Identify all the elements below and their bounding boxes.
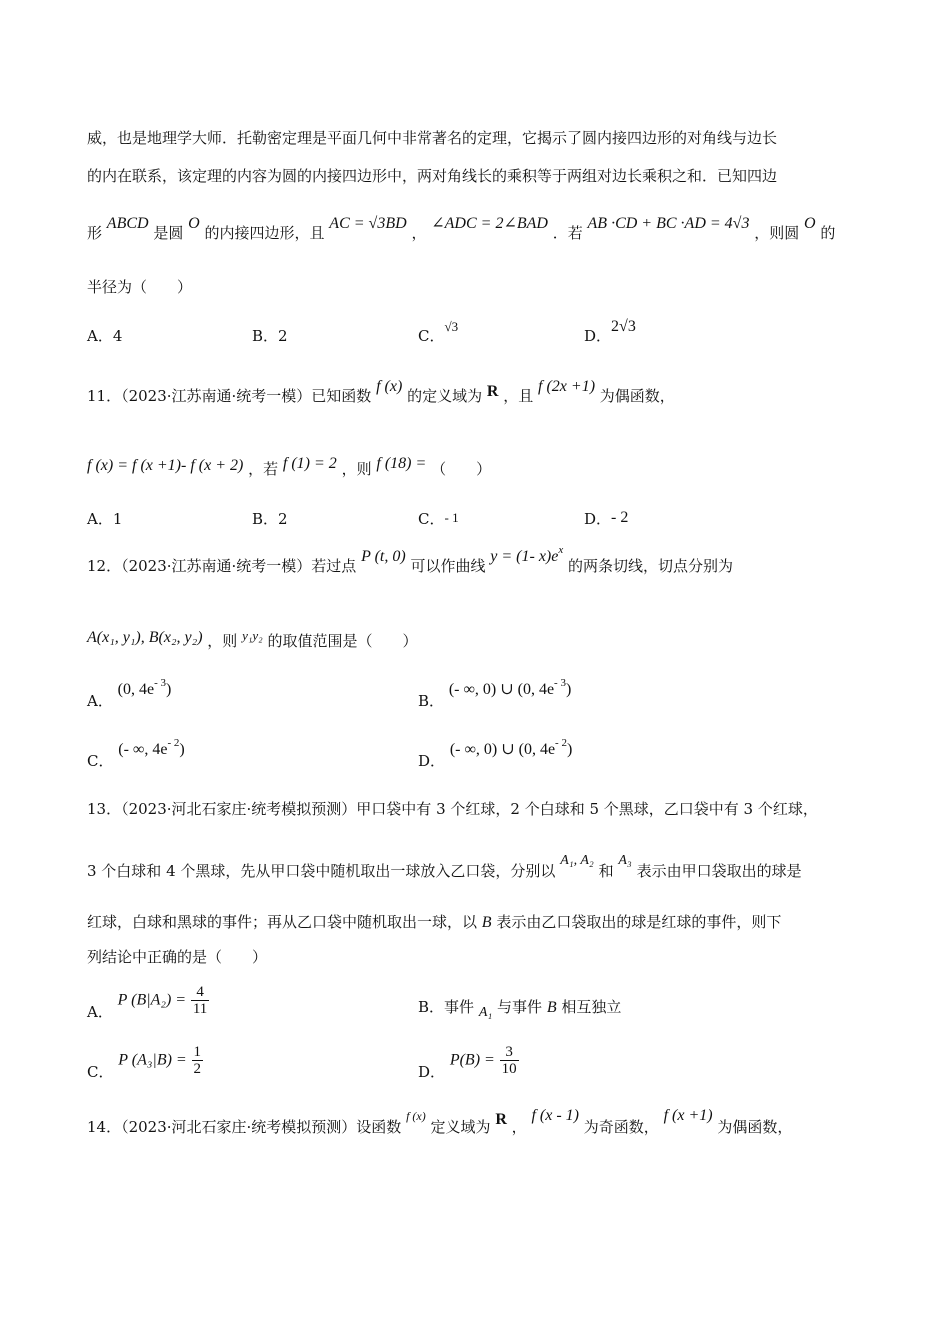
p11-option-c: C．- 1 — [418, 510, 459, 528]
math-y1y2: y₁y₂ — [242, 628, 263, 643]
p13-line2: 3 个白球和 4 个黑球，先从甲口袋中随机取出一球放入乙口袋，分别以 A₁, A₂ 和 A₃ 表示由甲口袋取出的球是 — [87, 853, 802, 880]
p13-option-b: B．事件 A₁ 与事件 B 相互独立 — [418, 998, 622, 1020]
p10-option-a: A．4 — [87, 327, 123, 345]
math-a1-a2: A₁, A₂ — [560, 853, 594, 868]
fraction: $\frac{1}{2}$ — [193, 1044, 201, 1077]
p11-line2: f (x) = f (x +1)- f (x + 2) ，若 f (1) = 2 ，则 f (18) = （ ） — [87, 455, 492, 478]
p11-line1: 11．（2023·江苏南通·统考一模）已知函数 f (x) 的定义域为 R ，且 f (2x +1) 为偶函数， — [87, 378, 675, 405]
math-f18: f (18) = — [376, 455, 427, 472]
math-neg2: - 2 — [611, 509, 629, 526]
math-f1: f (1) = 2 — [282, 455, 337, 472]
math-ac-eq: AC = √3BD — [329, 215, 407, 232]
math-fx: f (x) — [406, 1109, 426, 1123]
p10-line1: 威，也是地理学大师．托勒密定理是平面几何中非常著名的定理，它揭示了圆内接四边形的对角线与边长 — [87, 129, 778, 147]
p13-line4: 列结论中正确的是（ ） — [87, 948, 268, 966]
math-tangent-points: A(x₁, y₁), B(x₂, y₂) — [87, 629, 203, 646]
math-neg1: - 1 — [444, 510, 459, 525]
fraction: $\frac{4}{11}$ — [192, 984, 208, 1017]
p13-option-a: A． P (B|A₂) = $\frac{4}{11}$ — [87, 984, 208, 1021]
p10-line3: 形 ABCD 是圆 O 的内接四边形，且 AC = √3BD ， ∠ADC = 2∠BAD ．若 AB ·CD + BC ·AD = 4√3 ，则圆 O 的 — [87, 215, 836, 242]
math-R: R — [486, 383, 499, 400]
math-recurrence: f (x) = f (x +1)- f (x + 2) — [87, 457, 244, 474]
p13-line3: 红球，白球和黑球的事件；再从乙口袋中随机取出一球，以 B 表示由乙口袋取出的球是红球的事件，则下 — [87, 913, 782, 931]
math-abcd: ABCD — [106, 215, 149, 232]
math-ptolemy-eq: AB ·CD + BC ·AD = 4√3 — [587, 215, 750, 232]
p10-option-b: B．2 — [252, 327, 288, 345]
math-o2: O — [804, 215, 816, 232]
p12-option-c: C． (- ∞, $4e^{- 2}$) — [87, 737, 185, 770]
math-fxm1: f (x - 1) — [531, 1107, 579, 1124]
math-sqrt3: √3 — [444, 319, 459, 334]
p13-line1: 13．（2023·河北石家庄·统考模拟预测）甲口袋中有 3 个红球，2 个白球和 5 个黑球，乙口袋中有 3 个红球， — [87, 800, 818, 818]
p13-option-d: D． P(B) = $\frac{3}{10}$ — [418, 1044, 517, 1081]
p10-line4: 半径为（ ） — [87, 278, 193, 296]
p12-option-a: A． (0, $4e^{- 3}$) — [87, 677, 172, 710]
math-2sqrt3: 2√3 — [611, 318, 636, 335]
math-curve: y = (1- $x)e^x$ — [490, 544, 564, 565]
p10-line2: 的内在联系，该定理的内容为圆的内接四边形中，两对角线长的乘积等于两组对边长乘积之和．已知四边 — [87, 167, 778, 185]
math-o: O — [188, 215, 200, 232]
p14-line1: 14．（2023·河北石家庄·统考模拟预测）设函数 $^{f (x)}$ 定义域为 R ， f (x - 1) 为奇函数， f (x +1) 为偶函数， — [87, 1107, 793, 1136]
math-point-p: P (t, 0) — [361, 548, 406, 565]
math-R: R — [495, 1111, 507, 1128]
p10-option-d: D．2√3 — [584, 318, 636, 345]
p12-option-b: B． (- ∞, 0) ∪ (0, $4e^{- 3}$) — [418, 677, 572, 710]
math-b: B — [481, 914, 492, 931]
p11-option-b: B．2 — [252, 510, 288, 528]
p10-option-c: C．√3 — [418, 319, 459, 345]
fraction: $\frac{3}{10}$ — [501, 1044, 517, 1077]
p13-option-c: C． P (A₃|B) = $\frac{1}{2}$ — [87, 1044, 201, 1081]
p12-option-d: D． (- ∞, 0) ∪ (0, $4e^{- 2}$) — [418, 737, 573, 770]
math-angle-eq: ∠ADC = 2∠BAD — [431, 215, 548, 232]
math-fxp1: f (x +1) — [663, 1107, 713, 1124]
math-fx: f (x) — [376, 378, 403, 395]
math-a3: A₃ — [618, 853, 632, 868]
math-f2x1: f (2x +1) — [538, 378, 596, 395]
p12-line1: 12．（2023·江苏南通·统考一模）若过点 P (t, 0) 可以作曲线 y = (1- $x)e^x$ 的两条切线，切点分别为 — [87, 544, 734, 575]
p11-option-a: A．1 — [87, 510, 123, 528]
p11-option-d: D．- 2 — [584, 509, 629, 528]
p12-line2: A(x₁, y₁), B(x₂, y₂) ，则 y₁y₂ 的取值范围是（ ） — [87, 628, 418, 650]
